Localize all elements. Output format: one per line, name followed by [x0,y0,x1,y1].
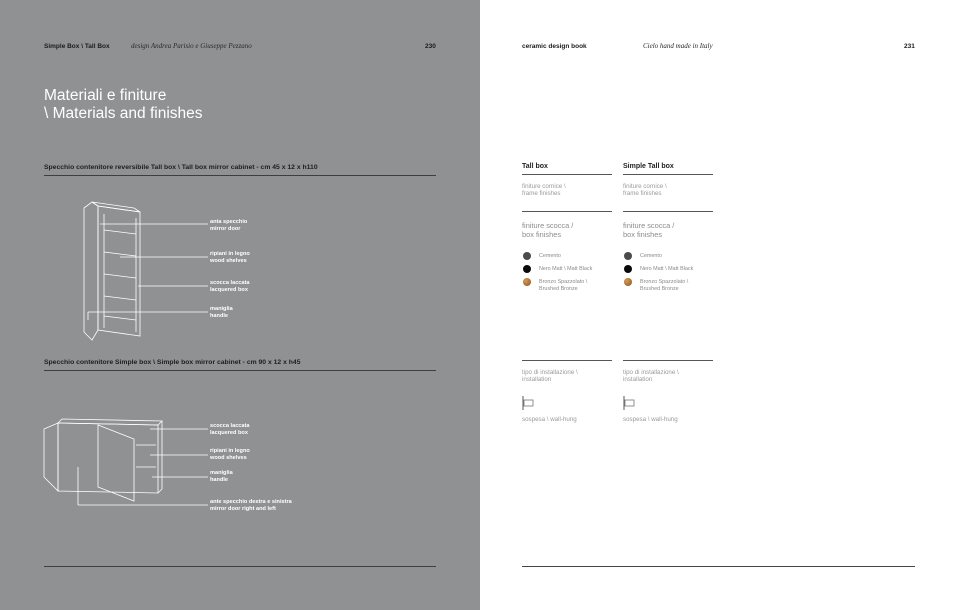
frame-finishes-label: finiture cornice \ frame finishes [623,183,667,198]
section-rule [44,370,436,371]
swatch-label: Cemento [640,253,662,259]
column-heading: Simple Tall box [623,163,674,170]
running-header-left: Simple Box \ Tall Box [44,43,110,50]
swatch-bronzo [624,278,632,286]
page-number-left: 230 [425,43,436,50]
callout-mirror-door: anta specchio mirror door [210,219,248,232]
swatch-label: Nero Matt \ Matt Black [539,266,593,272]
tall-box-drawing [80,200,170,345]
column-rule [522,174,612,175]
swatch-nero-matt [624,265,632,273]
frame-finishes-label: finiture cornice \ frame finishes [522,183,566,198]
column-rule [522,360,612,361]
column-rule [623,360,713,361]
running-header-right: ceramic design book [522,43,587,50]
swatch-label: Bronzo Spazzolato \ Brushed Bronze [640,279,689,292]
page-title [44,87,203,123]
callout-lacquered-box: scocca laccata lacquered box [210,280,250,293]
installation-label: tipo di installazione \ installation [522,369,578,384]
design-credit: design Andrea Parisio e Giuseppe Pezzano [131,42,252,50]
installation-type: sospesa \ wall-hung [522,416,577,423]
wall-hung-icon [623,396,637,410]
wall-hung-icon [522,396,536,410]
swatch-label: Bronzo Spazzolato \ Brushed Bronze [539,279,588,292]
installation-type: sospesa \ wall-hung [623,416,678,423]
page-number-right: 231 [904,43,915,50]
callout-wood-shelves-2: ripiani in legno wood shelves [210,448,250,461]
section-heading-simple-box: Specchio contenitore Simple box \ Simple box mirror cabinet - cm 90 x 12 x h45 [44,359,301,366]
title-english: \ Materials and finishes [44,105,203,122]
installation-label: tipo di installazione \ installation [623,369,679,384]
section-heading-tall-box: Specchio contenitore reversibile Tall box \ Tall box mirror cabinet - cm 45 x 12 x h110 [44,164,318,171]
swatch-nero-matt [523,265,531,273]
column-rule [623,211,713,212]
swatch-label: Cemento [539,253,561,259]
callout-mirror-doors: ante specchio destra e sinistra mirror door right and left [210,499,292,512]
swatch-cemento [624,252,632,260]
callout-lacquered-box-2: scocca laccata lacquered box [210,423,250,436]
tagline: Cielo hand made in Italy [643,42,713,50]
section-rule [44,175,436,176]
column-rule [522,211,612,212]
column-heading: Tall box [522,163,548,170]
swatch-bronzo [523,278,531,286]
title-italian: Materiali e finiture [44,87,167,104]
callout-handle-2: maniglia handle [210,470,233,483]
swatch-label: Nero Matt \ Matt Black [640,266,694,272]
box-finishes-label: finiture scocca / box finishes [623,221,675,239]
box-finishes-label: finiture scocca / box finishes [522,221,574,239]
swatch-cemento [523,252,531,260]
bottom-rule [44,566,436,567]
bottom-rule [522,566,915,567]
callout-handle: maniglia handle [210,306,233,319]
right-page [480,0,959,610]
column-rule [623,174,713,175]
callout-wood-shelves: ripiani in legno wood shelves [210,251,250,264]
simple-box-drawing [40,415,170,515]
